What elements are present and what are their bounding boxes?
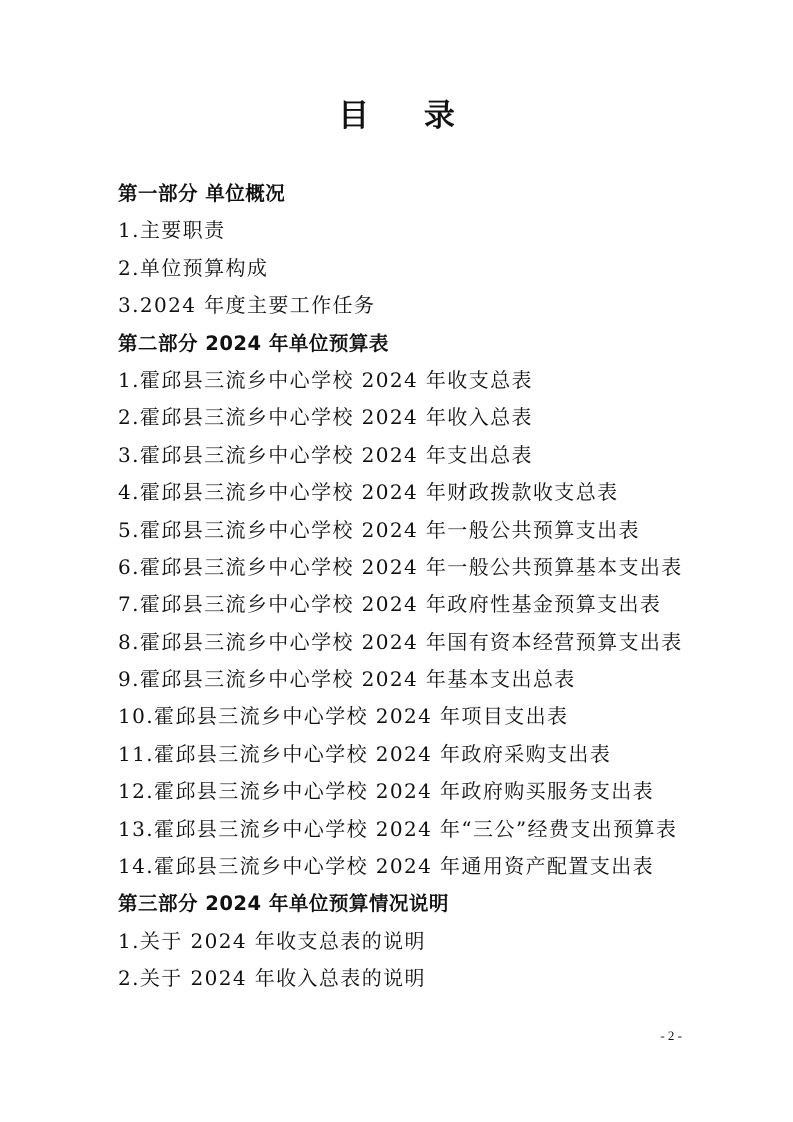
toc-item: 13.霍邱县三流乡中心学校 2024 年“三公”经费支出预算表 [118,816,678,841]
toc-item: 1.霍邱县三流乡中心学校 2024 年收支总表 [118,367,533,392]
toc-item: 6.霍邱县三流乡中心学校 2024 年一般公共预算基本支出表 [118,554,683,579]
toc-item: 3.霍邱县三流乡中心学校 2024 年支出总表 [118,442,533,467]
toc-item: 2.霍邱县三流乡中心学校 2024 年收入总表 [118,405,533,430]
toc-item: 3.2024 年度主要工作任务 [118,293,376,318]
toc-item: 8.霍邱县三流乡中心学校 2024 年国有资本经营预算支出表 [118,629,683,654]
toc-section-3: 第三部分 2024 年单位预算情况说明 [118,892,449,916]
toc-item: 5.霍邱县三流乡中心学校 2024 年一般公共预算支出表 [118,517,640,542]
toc-section-2: 第二部分 2024 年单位预算表 [118,331,389,355]
toc-item: 4.霍邱县三流乡中心学校 2024 年财政拨款收支总表 [118,480,619,505]
page-number: - 2 - [660,1028,682,1043]
table-of-contents [118,175,718,998]
toc-item: 7.霍邱县三流乡中心学校 2024 年政府性基金预算支出表 [118,592,662,617]
toc-item: 1.关于 2024 年收支总表的说明 [118,928,426,953]
toc-item: 11.霍邱县三流乡中心学校 2024 年政府采购支出表 [118,741,612,766]
toc-item: 2.关于 2024 年收入总表的说明 [118,966,426,991]
toc-item: 14.霍邱县三流乡中心学校 2024 年通用资产配置支出表 [118,854,655,879]
toc-section-1: 第一部分 单位概况 [118,182,286,205]
toc-item: 10.霍邱县三流乡中心学校 2024 年项目支出表 [118,704,569,729]
toc-item: 2.单位预算构成 [118,255,269,280]
page-title: 目 录 [338,98,477,134]
toc-item: 9.霍邱县三流乡中心学校 2024 年基本支出总表 [118,667,576,692]
toc-item: 1.主要职责 [118,218,226,243]
toc-item: 12.霍邱县三流乡中心学校 2024 年政府购买服务支出表 [118,779,655,804]
